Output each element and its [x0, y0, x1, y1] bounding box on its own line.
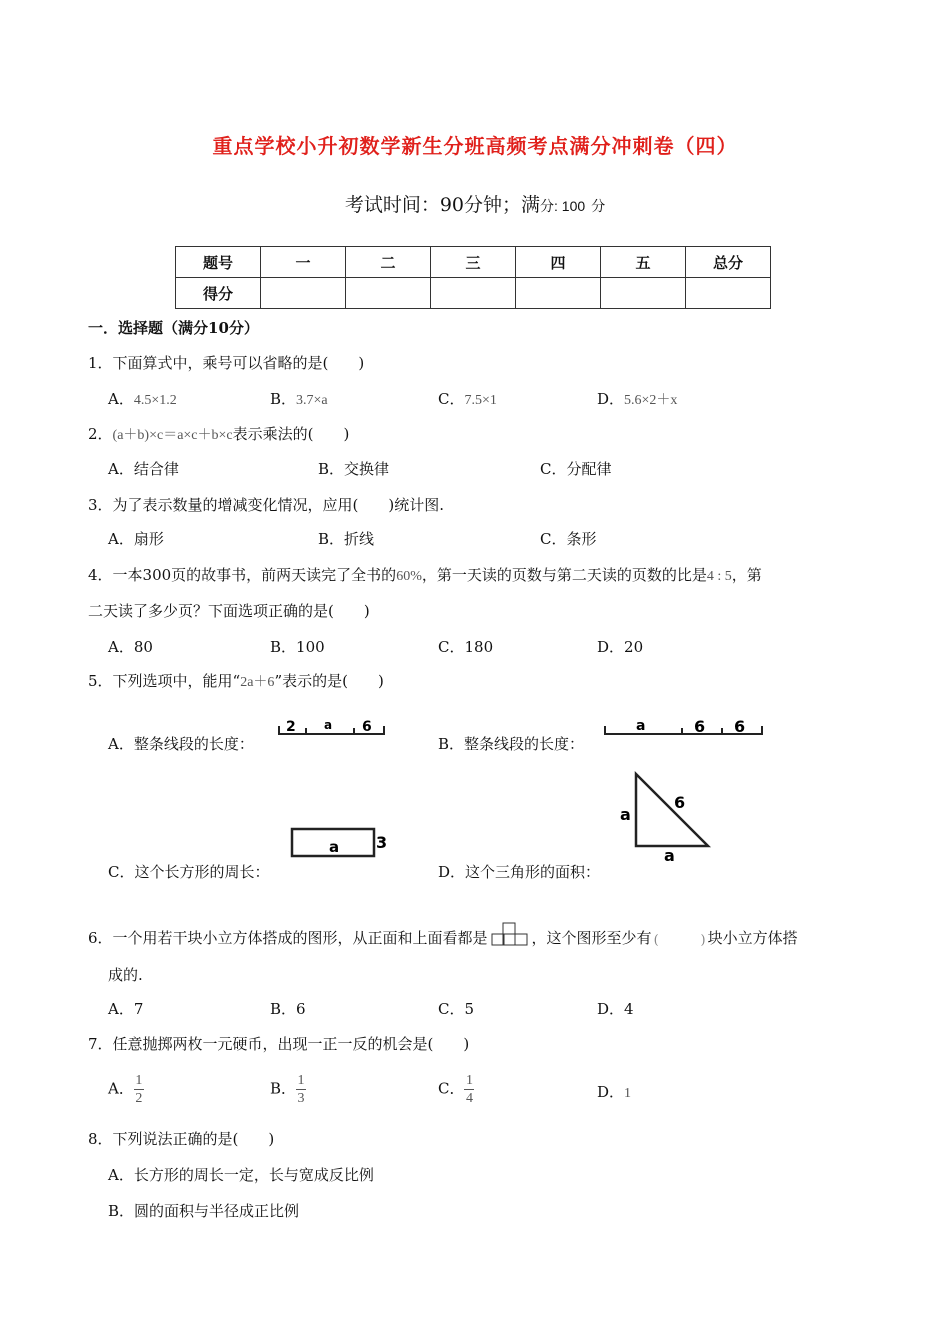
q1-option-b[interactable]: B．3.7×a [270, 390, 328, 408]
q5-figure-a-segment [276, 714, 388, 740]
score-header: 一 [261, 247, 346, 278]
exam-subtitle [0, 190, 950, 217]
fig-d-label-a-left: a [620, 805, 631, 824]
q1-option-a[interactable]: A．4.5×1.2 [108, 390, 177, 408]
fig-d-label-6: 6 [674, 793, 686, 812]
score-unit: 分 [591, 198, 606, 214]
q3-option-a[interactable]: A．扇形 [108, 530, 164, 548]
q7-option-b[interactable]: B． $\frac{1}{3}$ [270, 1073, 305, 1106]
score-header: 二 [346, 247, 431, 278]
q4-option-a[interactable]: A．80 [108, 638, 153, 656]
q4-option-c[interactable]: C．180 [438, 638, 494, 656]
question-3-stem: 3．为了表示数量的增减变化情况，应用( )统计图. [88, 496, 445, 514]
cube-view-icon [490, 922, 530, 946]
fraction-one-third: $\frac{1}{3}$ [297, 1073, 305, 1106]
q6-option-c[interactable]: C．5 [438, 1000, 475, 1018]
exam-title: 重点学校小升初数学新生分班高频考点满分冲刺卷（四） [212, 134, 738, 158]
q5-figure-b-segment [602, 714, 766, 740]
q4-option-b[interactable]: B．100 [270, 638, 325, 656]
question-8-stem: 8．下列说法正确的是( ) [88, 1130, 275, 1148]
q7-option-d[interactable]: D．1 [597, 1083, 632, 1101]
score-header: 三 [431, 247, 516, 278]
score-cell[interactable] [601, 278, 686, 309]
fig-a-label-6: 6 [362, 719, 372, 735]
fig-c-label-3: 3 [376, 833, 388, 852]
q2-option-b[interactable]: B．交换律 [318, 460, 390, 478]
fig-a-label-a: a [324, 718, 333, 732]
q2-option-a[interactable]: A．结合律 [108, 460, 179, 478]
score-table-header-row [176, 247, 771, 278]
question-4-stem-line2: 二天读了多少页？下面选项正确的是( ) [88, 602, 370, 620]
q1-option-d[interactable]: D．5.6×2＋x [597, 390, 678, 408]
question-1-stem: 1．下面算式中，乘号可以省略的是( ) [88, 354, 365, 372]
q7-option-c[interactable]: C． $\frac{1}{4}$ [438, 1073, 473, 1106]
fig-d-label-a-bottom: a [664, 846, 675, 864]
fig-c-label-a: a [329, 838, 340, 856]
fig-b-label-6a: 6 [694, 717, 706, 736]
q2-option-c[interactable]: C．分配律 [540, 460, 612, 478]
score-cell[interactable] [261, 278, 346, 309]
q3-option-b[interactable]: B．折线 [318, 530, 375, 548]
fig-a-label-2: 2 [286, 719, 296, 735]
score-cell[interactable] [431, 278, 516, 309]
score-table [175, 246, 771, 309]
fig-b-label-6b: 6 [734, 717, 746, 736]
full-score: 分: 100 [540, 198, 586, 214]
exam-time: 考试时间：90分钟；满 [344, 194, 540, 216]
q3-option-c[interactable]: C．条形 [540, 530, 597, 548]
score-cell[interactable] [516, 278, 601, 309]
score-table-score-row [176, 278, 771, 309]
q5-option-c[interactable]: C．这个长方形的周长： [108, 863, 270, 881]
q6-option-b[interactable]: B．6 [270, 1000, 306, 1018]
question-2-stem: 2．(a＋b)×c＝a×c＋b×c表示乘法的( ) [88, 425, 350, 443]
score-cell[interactable] [346, 278, 431, 309]
score-header: 四 [516, 247, 601, 278]
q7-option-a[interactable]: A． $\frac{1}{2}$ [108, 1073, 143, 1106]
question-7-stem: 7．任意抛掷两枚一元硬币，出现一正一反的机会是( ) [88, 1035, 470, 1053]
question-6-stem: 6．一个用若干块小立方体搭成的图形，从正面和上面看都是 ，这个图形至少有 ( ) 块小立方体搭 [88, 922, 798, 948]
q4-option-d[interactable]: D．20 [597, 638, 644, 656]
score-cell[interactable] [686, 278, 771, 309]
q8-option-b[interactable]: B．圆的面积与半径成正比例 [108, 1202, 300, 1220]
q6-option-d[interactable]: D．4 [597, 1000, 634, 1018]
q5-option-d[interactable]: D．这个三角形的面积： [438, 863, 601, 881]
fraction-one-half: $\frac{1}{2}$ [135, 1073, 143, 1106]
question-4-stem: 4．一本300页的故事书，前两天读完了全书的60%，第一天读的页数与第二天读的页数的比是4 : 5，第 [88, 566, 762, 584]
question-6-stem-line2: 成的. [108, 966, 143, 984]
score-row-label: 得分 [176, 278, 261, 309]
q5-option-a[interactable]: A．整条线段的长度： [108, 735, 254, 753]
section-heading: 一．选择题（满分10分） [88, 319, 259, 337]
q6-option-a[interactable]: A．7 [108, 1000, 144, 1018]
q5-figure-c-rectangle [290, 826, 390, 862]
score-header: 五 [601, 247, 686, 278]
score-header: 题号 [176, 247, 261, 278]
q5-figure-d-triangle [616, 768, 720, 864]
score-header: 总分 [686, 247, 771, 278]
q8-option-a[interactable]: A．长方形的周长一定，长与宽成反比例 [108, 1166, 374, 1184]
fraction-one-quarter: $\frac{1}{4}$ [465, 1073, 473, 1106]
q1-option-c[interactable]: C．7.5×1 [438, 390, 497, 408]
q5-option-b[interactable]: B．整条线段的长度： [438, 735, 585, 753]
question-5-stem: 5．下列选项中，能用“2a＋6”表示的是( ) [88, 672, 384, 690]
fig-b-label-a: a [636, 718, 646, 734]
